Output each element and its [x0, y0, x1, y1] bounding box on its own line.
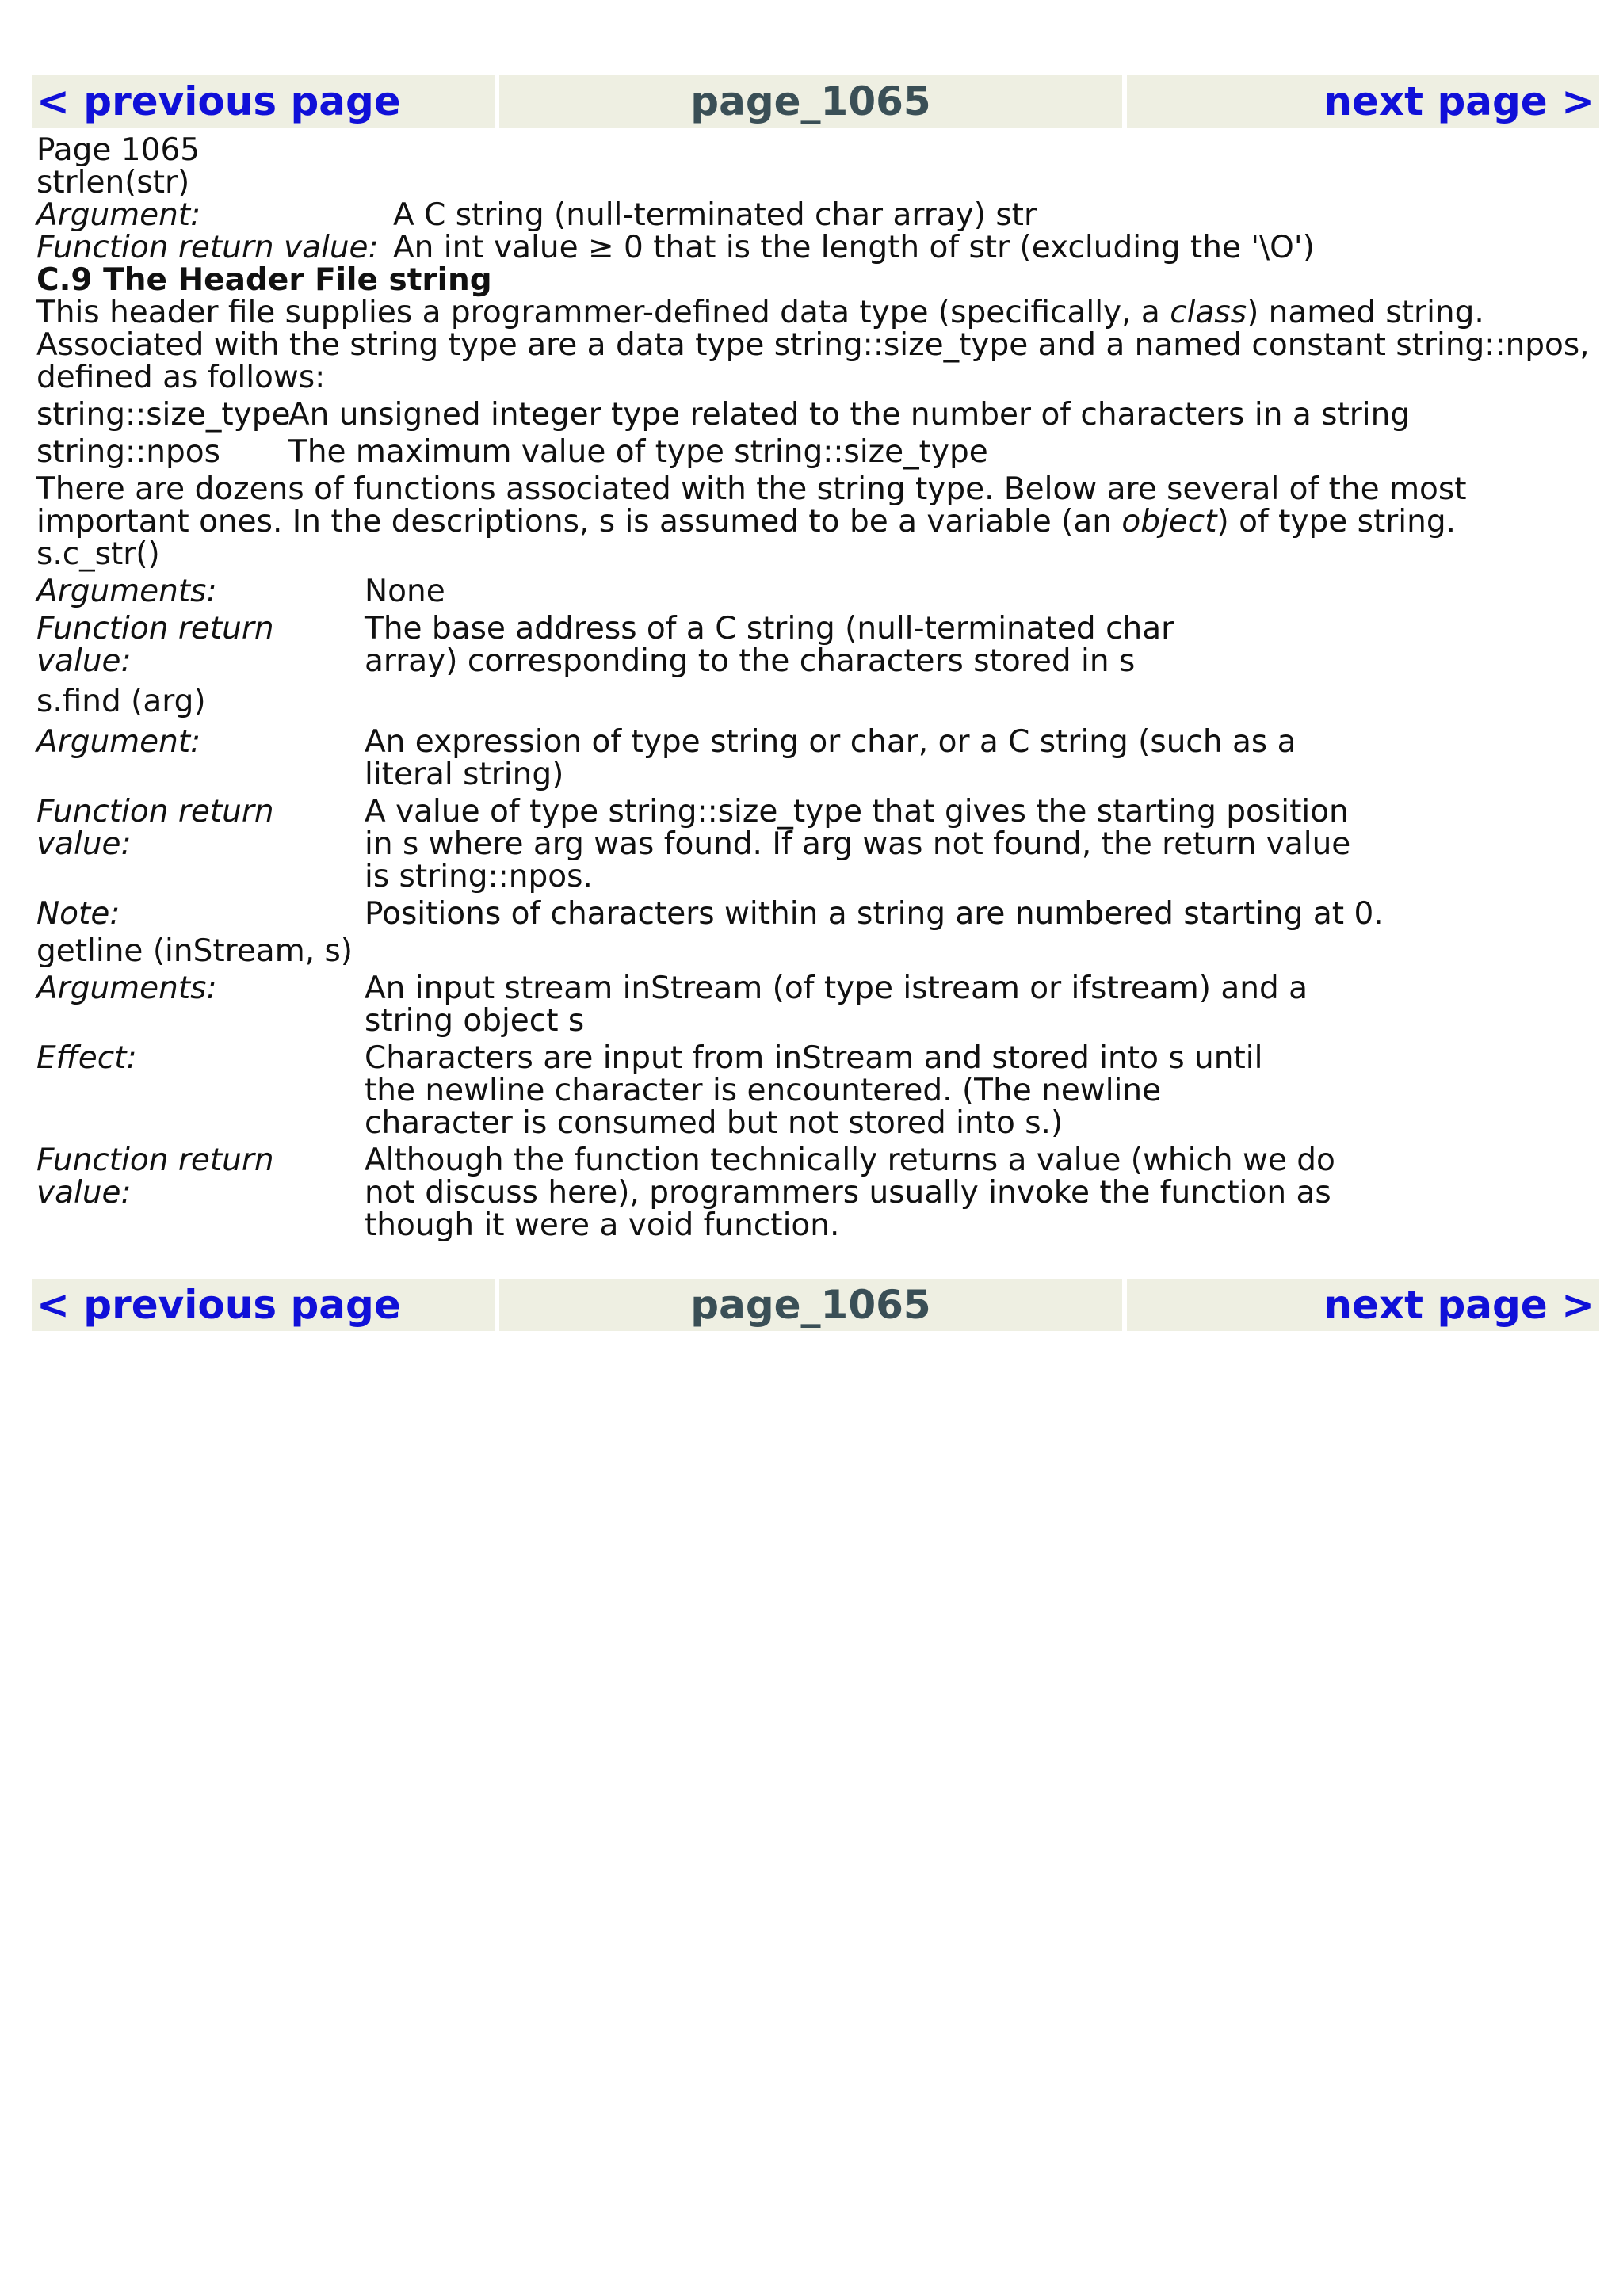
find-argument-row [36, 726, 1590, 791]
getline-signature: getline (inStream, s) [36, 933, 353, 969]
previous-page-link[interactable]: < previous page [36, 78, 401, 124]
functions-intro-paragraph [36, 473, 1590, 538]
definition-name: string::size_type [36, 397, 291, 433]
strlen-signature: strlen(str) [36, 165, 190, 200]
c-str-arguments-label: Arguments: [36, 574, 217, 609]
strlen-return-row [36, 231, 1590, 264]
top-next-cell [1127, 75, 1599, 128]
strlen-argument-row [36, 199, 1590, 231]
getline-effect-value: Characters are input from inStream and stored into s until the newline character is encountered. (The newline character is consumed but not stored into s.) [365, 1040, 1263, 1141]
bottom-page-label: page_1065 [499, 1279, 1122, 1331]
find-note-row [36, 898, 1590, 930]
definition-npos [36, 436, 1590, 468]
c-str-return-value: The base address of a C string (null-terminated char array) corresponding to the characters stored in s [365, 611, 1174, 679]
para2-text-b: ) of type string. [1216, 504, 1457, 540]
find-argument-value: An expression of type string or char, or a C string (such as a literal string) [365, 724, 1296, 792]
definition-name: string::npos [36, 434, 220, 470]
getline-arguments-row [36, 972, 1590, 1037]
definition-desc: The maximum value of type string::size_type [288, 434, 988, 470]
getline-effect-row [36, 1042, 1590, 1139]
definition-desc: An unsigned integer type related to the number of characters in a string [288, 397, 1411, 433]
c-str-arguments-row [36, 575, 1590, 608]
definition-size-type [36, 399, 1590, 431]
strlen-argument-value: A C string (null-terminated char array) str [393, 197, 1037, 233]
page-number-text: Page 1065 [36, 132, 200, 168]
para2-text-em: object [1121, 504, 1217, 540]
find-argument-label: Argument: [36, 724, 201, 760]
c-str-signature: s.c_str() [36, 536, 160, 572]
page-content [36, 134, 1590, 1241]
intro-text-em: class [1170, 295, 1247, 330]
find-signature: s.find (arg) [36, 684, 206, 719]
strlen-return-value: An int value ≥ 0 that is the length of str (excluding the '\O') [393, 230, 1315, 265]
find-return-row [36, 795, 1590, 893]
getline-return-label: Function return value: [36, 1142, 274, 1211]
previous-page-link[interactable]: < previous page [36, 1282, 401, 1328]
top-page-label: page_1065 [499, 75, 1122, 128]
intro-text-b: ) named string. Associated with the string type are a data type string::size_type and a named constant string::npos, defined as follows: [36, 295, 1590, 395]
getline-arguments-value: An input stream inStream (of type istream or ifstream) and a string object s [365, 971, 1308, 1039]
getline-return-value: Although the function technically returns a value (which we do not discuss here), programmers usually invoke the function as though it were a void function. [365, 1142, 1335, 1243]
bottom-navigation-bar [32, 1279, 1599, 1331]
c-str-arguments-value: None [365, 574, 445, 609]
top-navigation-bar [32, 75, 1599, 128]
find-note-label: Note: [36, 896, 120, 932]
bottom-next-cell [1127, 1279, 1599, 1331]
find-return-value: A value of type string::size_type that gives the starting position in s where arg was found. If arg was not found, the return value is string::npos. [365, 794, 1351, 894]
getline-arguments-label: Arguments: [36, 971, 217, 1006]
getline-return-row [36, 1144, 1590, 1241]
c-str-return-label: Function return value: [36, 611, 274, 679]
next-page-link[interactable]: next page > [1323, 1282, 1594, 1328]
intro-text-a: This header file supplies a programmer-defined data type (specifically, a [36, 295, 1170, 330]
find-note-value: Positions of characters within a string are numbered starting at 0. [365, 896, 1384, 932]
section-heading: C.9 The Header File string [36, 262, 492, 298]
para2-text-a: There are dozens of functions associated with the string type. Below are several of the most important ones. In the descriptions, s is assumed to be a variable (an [36, 471, 1467, 540]
find-return-label: Function return value: [36, 794, 274, 862]
strlen-return-label: Function return value: [36, 230, 379, 265]
next-page-link[interactable]: next page > [1323, 78, 1594, 124]
getline-effect-label: Effect: [36, 1040, 137, 1076]
strlen-argument-label: Argument: [36, 197, 201, 233]
section-intro-paragraph [36, 296, 1590, 394]
bottom-prev-cell [32, 1279, 495, 1331]
c-str-return-row [36, 612, 1590, 677]
top-prev-cell [32, 75, 495, 128]
